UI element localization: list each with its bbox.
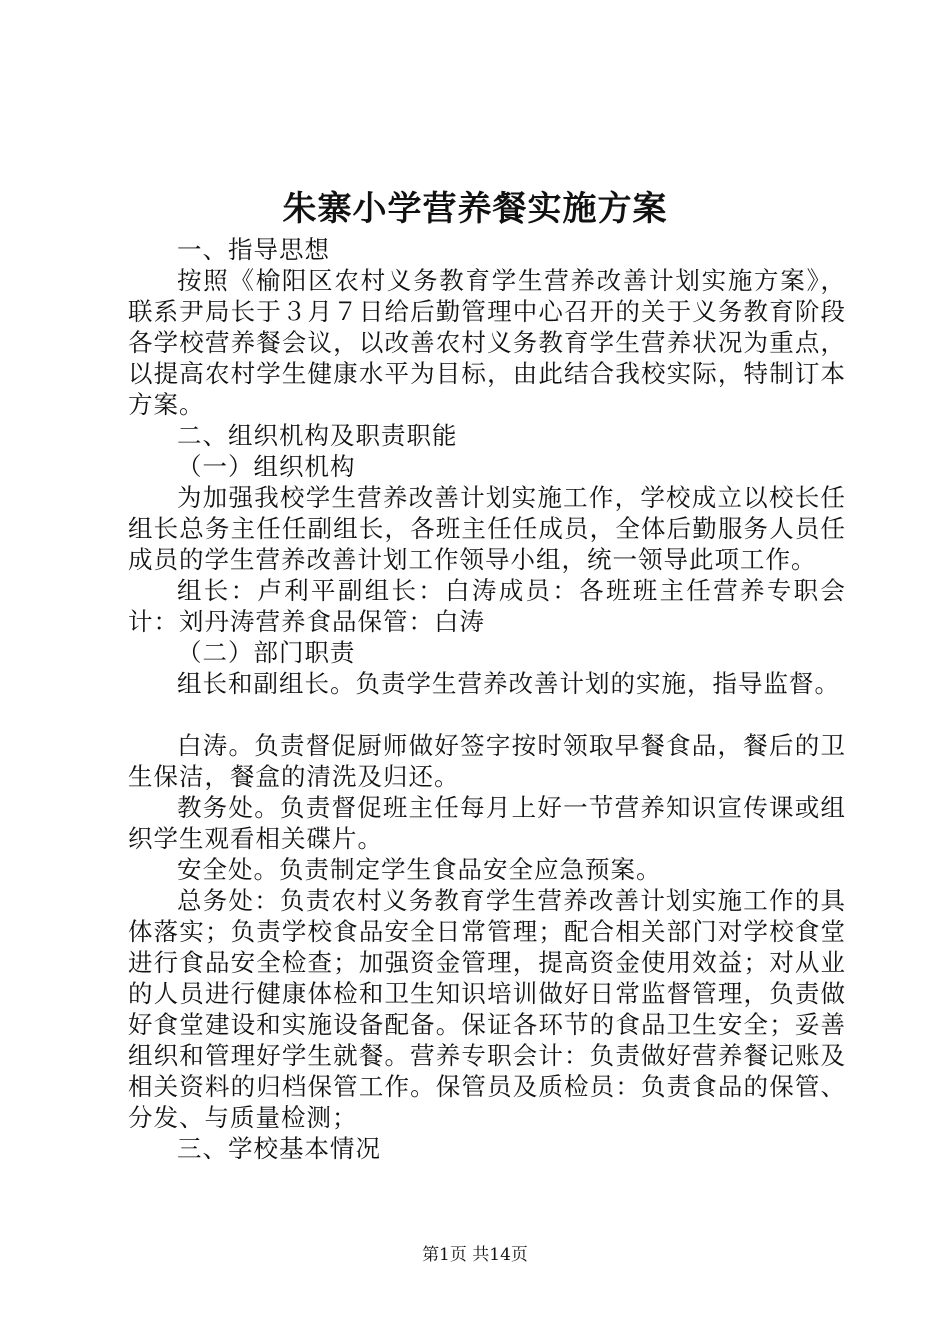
- paragraph-academic-affairs-duties: 教务处。负责督促班主任每月上好一节营养知识宣传课或组织学生观看相关碟片。: [128, 793, 846, 853]
- subsection-heading-organization-structure: （一）组织机构: [177, 452, 356, 481]
- page-footer: 第1页 共14页: [422, 1245, 528, 1265]
- paragraph-leader-duties: 组长和副组长。负责学生营养改善计划的实施，指导监督。: [177, 669, 840, 698]
- paragraph-safety-office-duties: 安全处。负责制定学生食品安全应急预案。: [177, 855, 662, 884]
- section-heading-school-basic-info: 三、学校基本情况: [177, 1134, 381, 1163]
- section-heading-guiding-ideology: 一、指导思想: [177, 235, 330, 264]
- section-heading-organization: 二、组织机构及职责职能: [177, 421, 458, 450]
- paragraph-baitao-duties: 白涛。负责督促厨师做好签字按时领取早餐食品，餐后的卫生保洁，餐盒的清洗及归还。: [128, 731, 846, 791]
- document-body: [128, 234, 846, 1164]
- paragraph-group-members: 组长：卢利平副组长：白涛成员：各班班主任营养专职会计：刘丹涛营养食品保管：白涛: [128, 576, 846, 636]
- paragraph-basis: 按照《榆阳区农村义务教育学生营养改善计划实施方案》，联系尹局长于３月７日给后勤管理中心召开的关于义务教育阶段各学校营养餐会议，以改善农村义务教育学生营养状况为重点，以提高农村学生健康水平为目标，由此结合我校实际，特制订本方案。: [128, 266, 846, 419]
- document-title: 朱寨小学营养餐实施方案: [282, 189, 668, 229]
- subsection-heading-department-duties: （二）部门职责: [177, 638, 356, 667]
- paragraph-leading-group: 为加强我校学生营养改善计划实施工作，学校成立以校长任组长总务主任任副组长，各班主任任成员，全体后勤服务人员任成员的学生营养改善计划工作领导小组，统一领导此项工作。: [128, 483, 846, 574]
- blank-line: [128, 699, 846, 730]
- paragraph-general-affairs-duties: 总务处：负责农村义务教育学生营养改善计划实施工作的具体落实；负责学校食品安全日常管理；配合相关部门对学校食堂进行食品安全检查；加强资金管理，提高资金使用效益；对从业的人员进行健康体检和卫生知识培训做好日常监督管理，负责做好食堂建设和实施设备配备。保证各环节的食品卫生安全；妥善组织和管理好学生就餐。营养专职会计：负责做好营养餐记账及相关资料的归档保管工作。保管员及质检员：负责食品的保管、分发、与质量检测；: [128, 886, 846, 1132]
